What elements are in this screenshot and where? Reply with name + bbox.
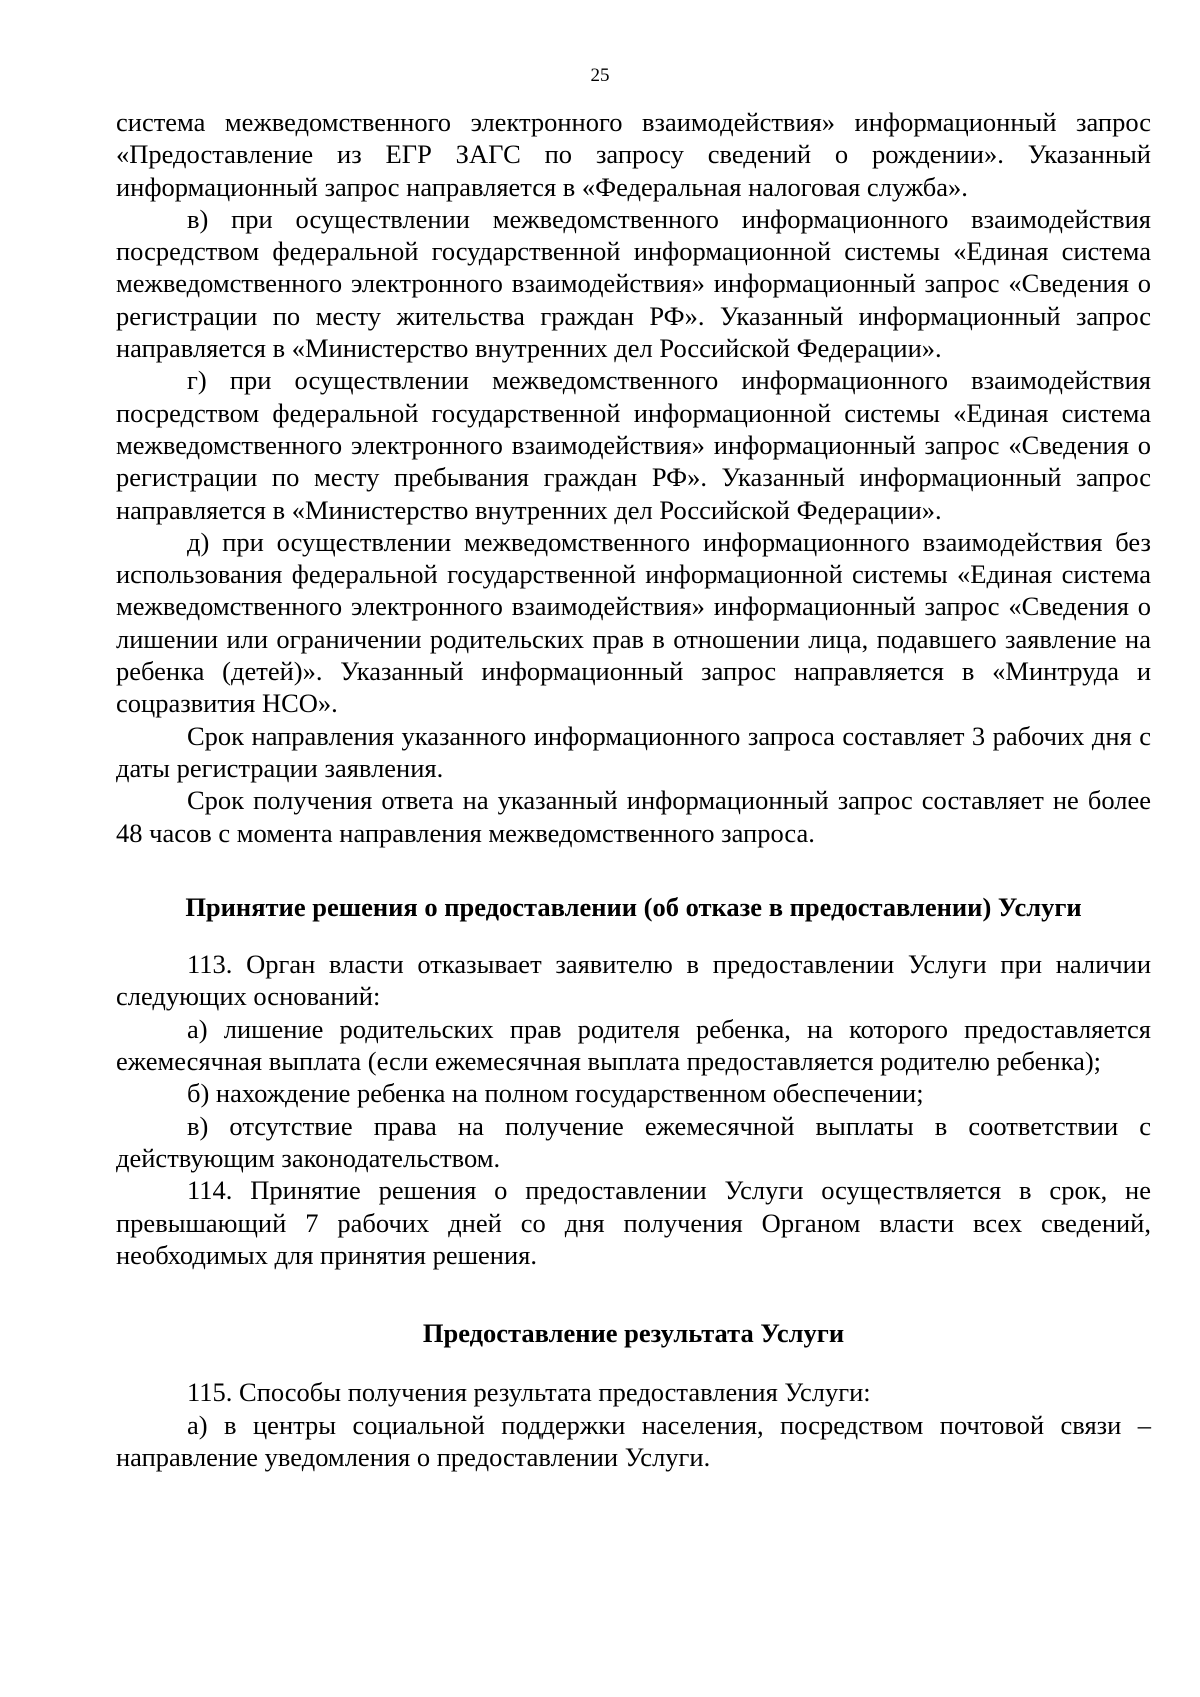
paragraph-113-b: б) нахождение ребенка на полном государственном обеспечении; (187, 1078, 924, 1109)
paragraph-113: 113. Орган власти отказывает заявителю в предоставлении Услуги при наличии следующих оснований: (116, 949, 1151, 1012)
paragraph-113-a: а) лишение родительских прав родителя ребенка, на которого предоставляется ежемесячная выплата (если ежемесячная выплата предоставляется родителю ребенка); (116, 1013, 1151, 1077)
paragraph-113-v: в) отсутствие права на получение ежемесячной выплаты в соответствии с действующим законодательством. (116, 1110, 1151, 1173)
paragraph-request-deadline: Срок направления указанного информационного запроса составляет 3 рабочих дня с даты регистрации заявления. (116, 720, 1151, 783)
paragraph-item-d: д) при осуществлении межведомственного информационного взаимодействия без использования федеральной государственной информационной системы «Единая система межведомственного электронного взаимодействия» информационный запрос «Сведения о лишении или ограничении родительских прав в отношении лица, подавшего заявление на ребенка (детей)». Указанный информационный запрос направляется в «Минтруда и соцразвития НСО». (116, 526, 1151, 719)
paragraph-item-g: г) при осуществлении межведомственного информационного взаимодействия посредством федеральной государственной информационной системы «Единая система межведомственного электронного взаимодействия» информационный запрос «Сведения о регистрации по месту пребывания граждан РФ». Указанный информационный запрос направляется в «Министерство внутренних дел Российской Федерации». (116, 365, 1151, 525)
paragraph-item-v: в) при осуществлении межведомственного информационного взаимодействия посредством федеральной государственной информационной системы «Единая система межведомственного электронного взаимодействия» информационный запрос «Сведения о регистрации по месту жительства граждан РФ». Указанный информационный запрос направляется в «Министерство внутренних дел Российской Федерации». (116, 203, 1151, 364)
paragraph-response-deadline: Срок получения ответа на указанный информационный запрос составляет не более 48 часов с момента направления межведомственного запроса. (116, 785, 1151, 848)
paragraph-114: 114. Принятие решения о предоставлении Услуги осуществляется в срок, не превышающий 7 рабочих дней со дня получения Органом власти всех сведений, необходимых для принятия решения. (116, 1175, 1151, 1270)
paragraph-continuation: система межведомственного электронного взаимодействия» информационный запрос «Предоставление из ЕГР ЗАГС по запросу сведений о рождении». Указанный информационный запрос направляется в «Федеральная налоговая служба». (116, 107, 1151, 202)
section-heading-decision: Принятие решения о предоставлении (об отказе в предоставлении) Услуги (185, 891, 1082, 922)
document-body (116, 106, 1151, 1473)
paragraph-115-a: а) в центры социальной поддержки населения, посредством почтовой связи – направление уведомления о предоставлении Услуги. (116, 1409, 1151, 1472)
section-heading-result: Предоставление результата Услуги (422, 1318, 845, 1349)
page-number: 25 (590, 65, 610, 86)
paragraph-115: 115. Способы получения результата предоставления Услуги: (187, 1377, 871, 1408)
